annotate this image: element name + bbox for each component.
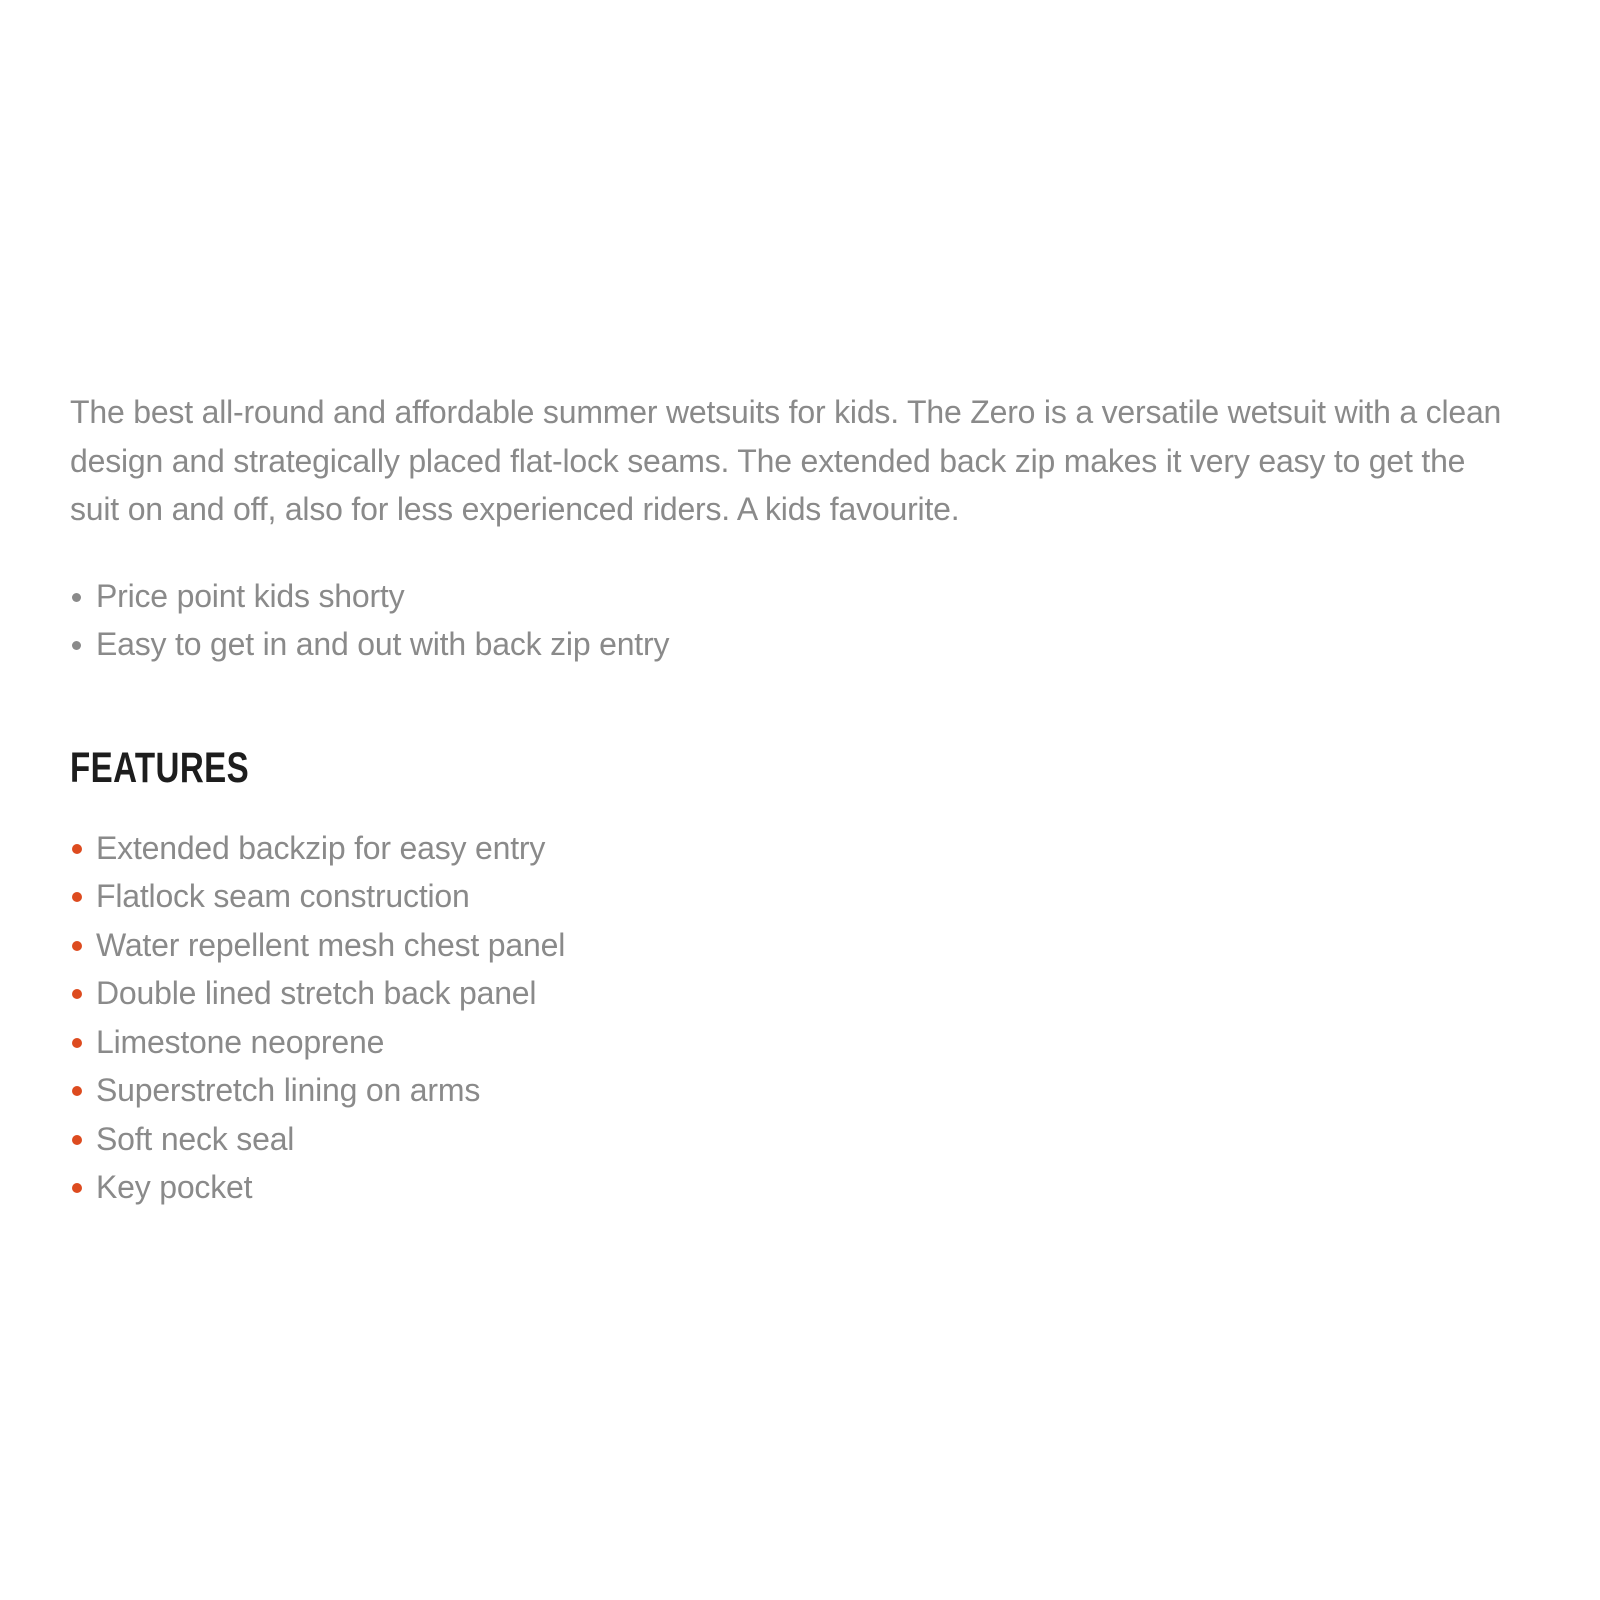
feature-item [70,1018,1512,1067]
product-description-section [70,388,1512,1212]
bullet-icon [72,941,82,951]
highlight-text: Price point kids shorty [96,577,405,614]
highlight-list [70,572,1512,669]
product-description-paragraph: The best all-round and affordable summer wetsuits for kids. The Zero is a versatile wetsuit with a clean design and strategically placed flat-lock seams. The extended back zip makes it very easy to get the suit on and off, also for less experienced riders. A kids favourite. [70,394,1502,527]
feature-item [70,1066,1512,1115]
feature-item [70,824,1512,873]
features-heading: FEATURES [70,743,250,792]
bullet-icon [72,1183,82,1193]
feature-text: Water repellent mesh chest panel [96,926,566,963]
feature-text: Soft neck seal [96,1120,295,1157]
bullet-icon [72,1135,82,1145]
feature-text: Flatlock seam construction [96,878,470,914]
feature-text: Extended backzip for easy entry [96,829,546,866]
bullet-icon [72,593,81,602]
features-list [70,824,1512,1212]
bullet-icon [72,1038,82,1048]
highlight-item [70,620,1512,669]
highlight-text: Easy to get in and out with back zip entry [96,626,670,662]
feature-item [70,872,1512,921]
feature-text: Superstretch lining on arms [96,1072,481,1108]
feature-text: Double lined stretch back panel [96,975,537,1011]
bullet-icon [72,892,82,902]
feature-item [70,1115,1512,1164]
bullet-icon [72,1086,82,1096]
highlight-item [70,572,1512,621]
bullet-icon [72,641,81,650]
feature-text: Key pocket [96,1169,253,1205]
feature-item [70,969,1512,1018]
bullet-icon [72,844,82,854]
feature-item [70,921,1512,970]
feature-text: Limestone neoprene [96,1023,385,1060]
feature-item [70,1163,1512,1212]
bullet-icon [72,989,82,999]
